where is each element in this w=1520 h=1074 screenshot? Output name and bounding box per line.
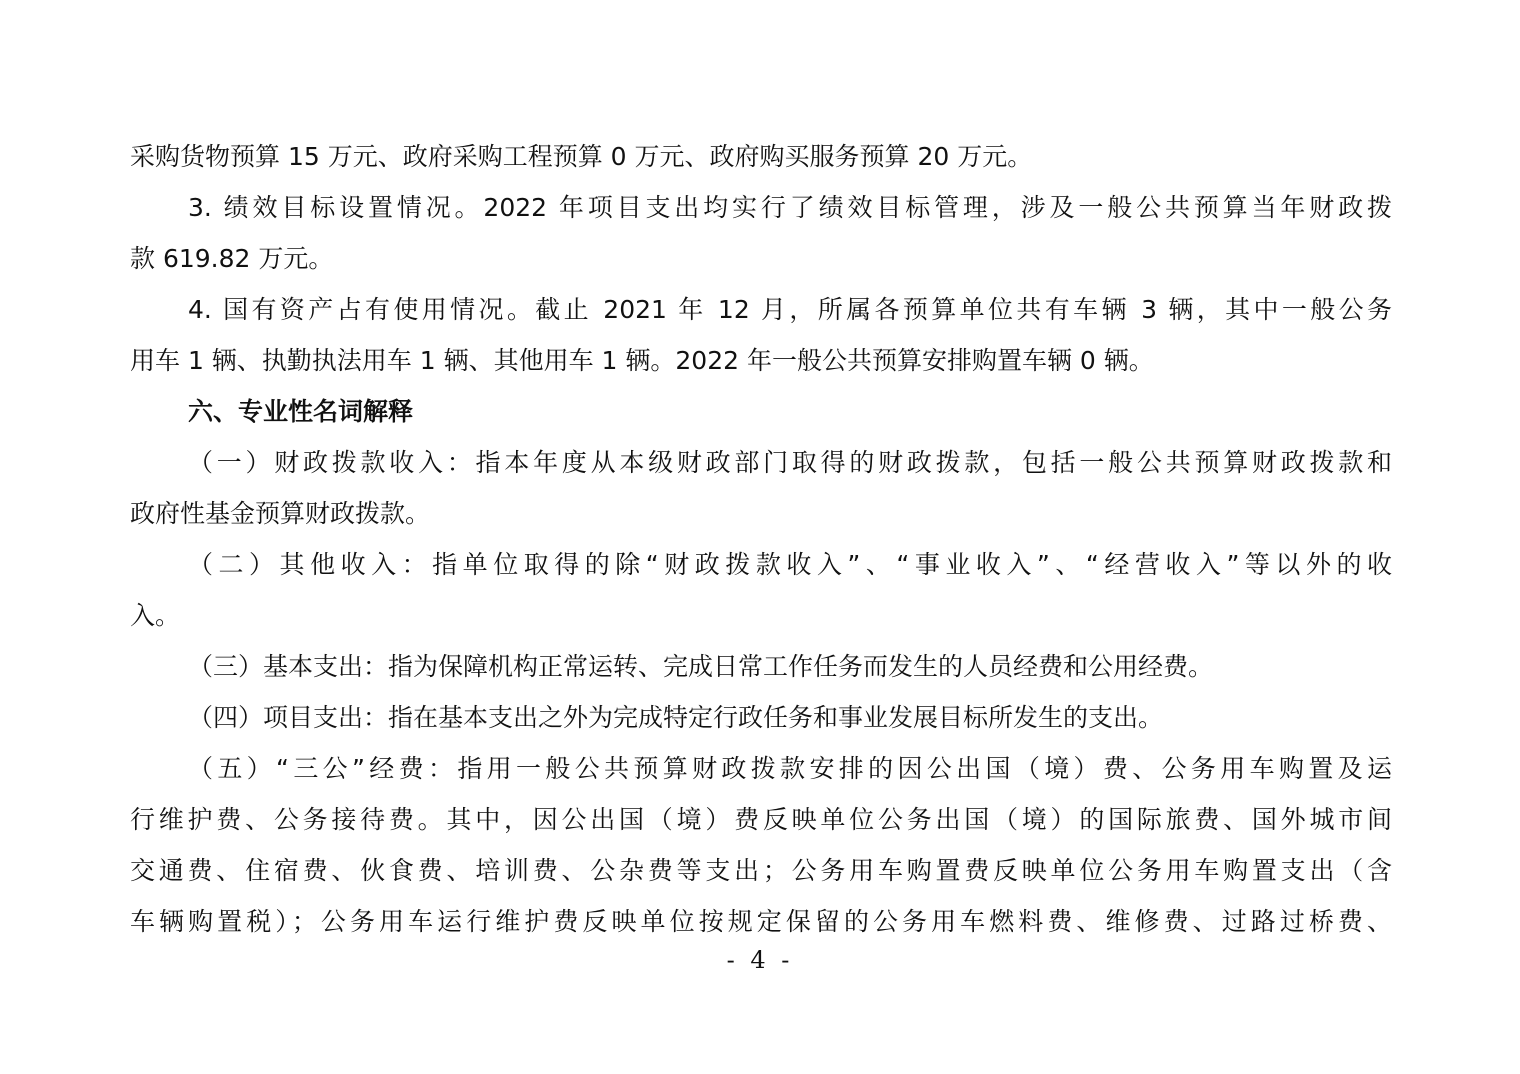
text-line-2: 3. 绩效目标设置情况。2022 年项目支出均实行了绩效目标管理，涉及一般公共预算当年财政拨 [188,193,1392,222]
text-line-8: 政府性基金预算财政拨款。 [130,499,431,528]
text-line-11: （三）基本支出：指为保障机构正常运转、完成日常工作任务而发生的人员经费和公用经费。 [188,652,1214,681]
text-line-9: （二）其他收入：指单位取得的除“财政拨款收入”、“事业收入”、“经营收入”等以外的收 [188,550,1392,579]
text-line-13: （五）“三公”经费：指用一般公共预算财政拨款安排的因公出国（境）费、公务用车购置及运 [188,754,1392,783]
section-heading: 六、专业性名词解释 [188,397,414,426]
text-line-5: 用车 1 辆、执勤执法用车 1 辆、其他用车 1 辆。2022 年一般公共预算安排购置车辆 0 辆。 [130,346,1154,375]
text-line-1: 采购货物预算 15 万元、政府采购工程预算 0 万元、政府购买服务预算 20 万元。 [130,142,1033,171]
text-line-12: （四）项目支出：指在基本支出之外为完成特定行政任务和事业发展目标所发生的支出。 [188,703,1164,732]
text-line-4: 4. 国有资产占有使用情况。截止 2021 年 12 月，所属各预算单位共有车辆 3 辆，其中一般公务 [188,295,1392,324]
text-line-10: 入。 [130,601,181,630]
page-number: - 4 - [726,946,794,974]
document-body [130,131,1392,947]
text-line-16: 车辆购置税）；公务用车运行维护费反映单位按规定保留的公务用车燃料费、维修费、过路过桥费、 [130,907,1392,936]
text-line-3: 款 619.82 万元。 [130,244,334,273]
text-line-14: 行维护费、公务接待费。其中，因公出国（境）费反映单位公务出国（境）的国际旅费、国外城市间 [130,805,1392,834]
text-line-7: （一）财政拨款收入：指本年度从本级财政部门取得的财政拨款，包括一般公共预算财政拨款和 [188,448,1392,477]
text-line-15: 交通费、住宿费、伙食费、培训费、公杂费等支出；公务用车购置费反映单位公务用车购置支出（含 [130,856,1392,885]
